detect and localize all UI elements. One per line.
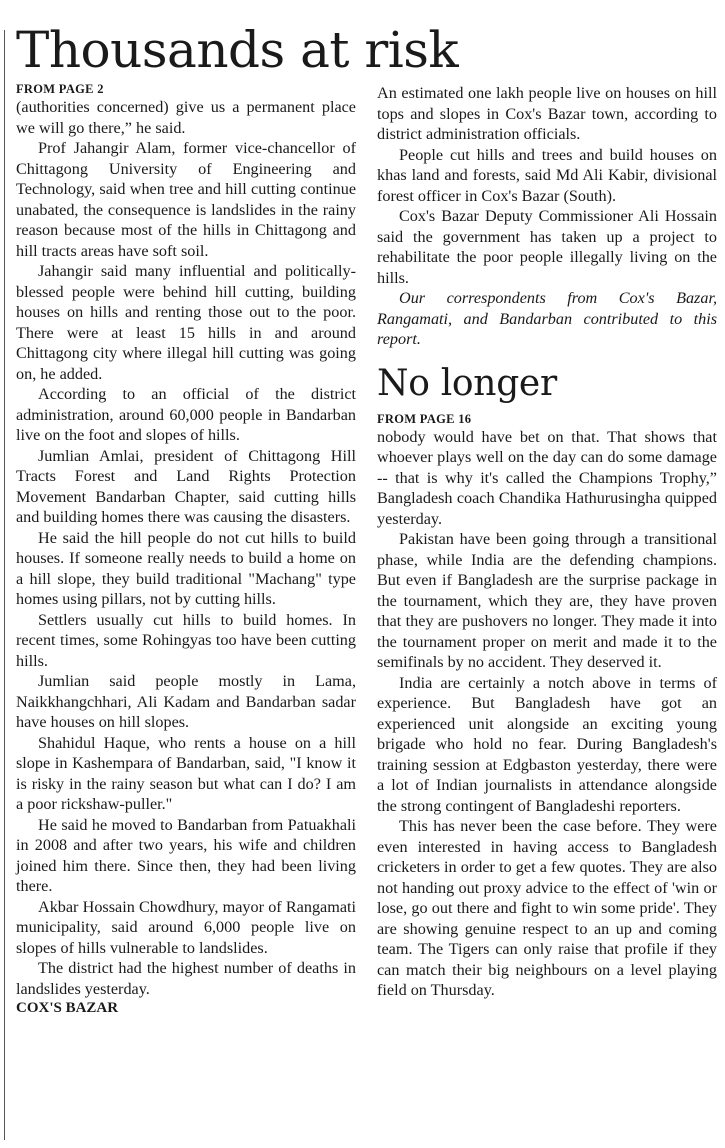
article-paragraph: Jumlian Amlai, president of Chittagong Hill Tracts Forest and Land Rights Protection Movement Bandarban Chapter, said cutting hills and building homes there was causing the disasters. (16, 446, 356, 526)
article-paragraph: Jahangir said many influential and politically-blessed people were behind hill cutting, building houses on hills and renting those out to the poor. There were at least 15 hills in and around Chittagong city where illegal hill cutting was going on, he added. (16, 262, 356, 383)
article-paragraph: An estimated one lakh people live on houses on hill tops and slopes in Cox's Bazar town, according to district administration officials. (377, 84, 717, 143)
article-paragraph: Akbar Hossain Chowdhury, mayor of Rangamati municipality, said around 6,000 people live on slopes of hills vulnerable to landslides. (16, 897, 356, 957)
article-paragraph: He said he moved to Bandarban from Patuakhali in 2008 and after two years, his wife and children joined him there. Since then, they had been living there. (16, 815, 356, 895)
article-paragraph: This has never been the case before. They were even interested in having access to Bangladesh cricketers in order to get a few quotes. They are also not handing out proxy advice to the effect of 'win or lose, go out there and fight to win some pride'. They are showing genuine respect to an up and coming team. The Tigers can only raise that profile if they can match their big neighbours on a level playing field on Thursday. (377, 817, 717, 999)
article-paragraph: He said the hill people do not cut hills to build houses. If someone really needs to build a home on a hill slope, they build traditional "Machang" type homes using pillars, not by cutting hills. (16, 528, 356, 608)
article-thousands-at-risk-left-column (16, 82, 356, 1018)
byline-coxs-bazar: COX'S BAZAR (16, 1000, 119, 1016)
article-paragraph: The district had the highest number of deaths in landslides yesterday. (16, 959, 356, 998)
article-paragraph: nobody would have bet on that. That shows that whoever plays well on the day can do some damage -- that is why it's called the Champions Trophy,” Bangladesh coach Chandika Hathurusingha quipped yesterday. (377, 427, 717, 528)
article-paragraph: Prof Jahangir Alam, former vice-chancellor of Chittagong University of Engineering and Technology, said when tree and hill cutting continue unabated, the consequence is landslides in the rainy reason because most of the hills in Chittagong and hill tracts areas have soft soil. (16, 139, 356, 260)
article-paragraph: Jumlian said people mostly in Lama, Naikkhangchhari, Ali Kadam and Bandarban sadar have houses on hill slopes. (16, 672, 356, 731)
headline-thousands-at-risk: Thousands at risk (16, 21, 459, 79)
article-paragraph: Shahidul Haque, who rents a house on a hill slope in Kashempara of Bandarban, said, "I know it is risky in the rainy season but what can I do? I am a poor rickshaw-puller." (16, 733, 356, 813)
column-rule (4, 30, 5, 1140)
continued-from-label: FROM PAGE 16 (377, 411, 472, 426)
continued-from-label: FROM PAGE 2 (16, 82, 104, 96)
article-paragraph: Settlers usually cut hills to build homes. In recent times, some Rohingyas too have been cutting hills. (16, 610, 356, 670)
headline-no-longer: No longer (377, 362, 557, 404)
article-paragraph: People cut hills and trees and build houses on khas land and forests, said Md Ali Kabir, divisional forest officer in Cox's Bazar (South). (377, 145, 717, 205)
article-paragraph: Cox's Bazar Deputy Commissioner Ali Hossain said the government has taken up a project to rehabilitate the poor people illegally living on the hills. (377, 207, 717, 287)
right-column (377, 83, 717, 1001)
article-paragraph: (authorities concerned) give us a permanent place we will go there,” he said. (16, 98, 356, 137)
article-paragraph: According to an official of the district administration, around 60,000 people in Bandarban live on the foot and slopes of hills. (16, 385, 356, 444)
article-paragraph: India are certainly a notch above in terms of experience. But Bangladesh have got an experienced unit alongside an exciting young brigade who hold no fear. During Bangladesh's training session at Edgbaston yesterday, there were a lot of Indian journalists in attendance alongside the strong contingent of Bangladeshi reporters. (377, 673, 717, 815)
article-paragraph: Pakistan have been going through a transitional phase, while India are the defending champions. But even if Bangladesh are the surprise package in the tournament, which they are, they have proven that they are pushovers no longer. They made it into the tournament proper on merit and made it to the semifinals by no accident. They deserved it. (377, 530, 717, 671)
correspondent-credit: Our correspondents from Cox's Bazar, Rangamati, and Bandarban contributed to this report. (377, 289, 717, 348)
